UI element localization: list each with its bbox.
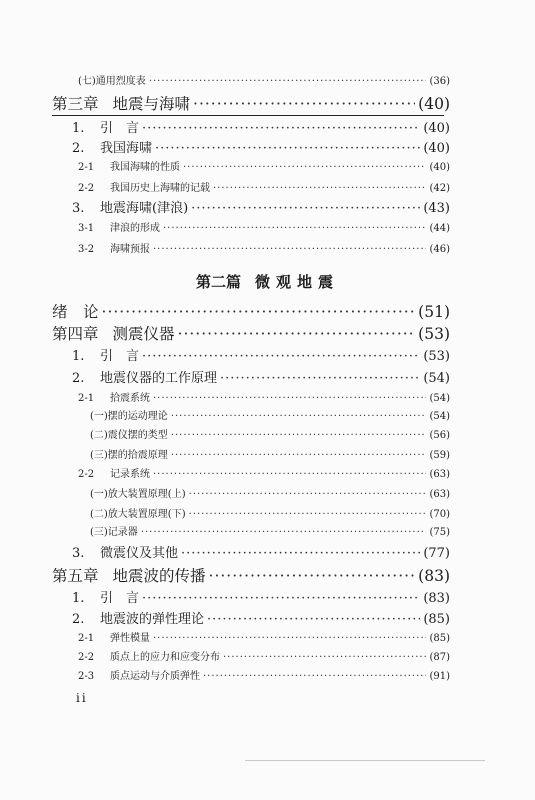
toc-section	[72, 608, 450, 627]
toc-entry	[78, 72, 450, 87]
toc-subsection	[78, 158, 450, 173]
subsection-title: 质点上的应力和应变分布	[110, 652, 220, 663]
toc-entry-page: (85)	[429, 633, 450, 644]
toc-entry-page: (54)	[423, 371, 450, 386]
toc-leader	[171, 430, 427, 441]
toc-entry-page: (91)	[429, 671, 450, 682]
toc-section	[72, 345, 450, 364]
subsection-title: 弹性模量	[110, 633, 150, 644]
toc-section	[72, 367, 450, 386]
toc-leader	[203, 671, 426, 682]
toc-section	[72, 587, 450, 606]
toc-entry	[90, 505, 450, 520]
toc-chapter	[52, 300, 450, 322]
toc-entry-page: (54)	[429, 411, 450, 422]
toc-entry-page: (83)	[423, 591, 450, 606]
toc-entry-page: (43)	[423, 201, 450, 216]
toc-leader	[153, 633, 426, 644]
toc-leader	[142, 349, 420, 364]
subsection-title: 我国海啸的性质	[110, 162, 180, 173]
toc-leader	[181, 546, 420, 561]
toc-leader	[142, 121, 420, 136]
toc-subsection	[78, 179, 450, 194]
toc-subsection	[78, 648, 450, 663]
toc-entry-text: (一)摆的运动理论	[90, 411, 168, 422]
toc-leader	[213, 183, 426, 194]
toc-subsection	[78, 667, 450, 682]
section-title: 地震海啸(津浪)	[100, 201, 189, 216]
toc-entry	[90, 407, 450, 422]
toc-entry	[90, 523, 450, 538]
subsection-number: 2-2	[78, 183, 95, 194]
toc-entry-page: (46)	[429, 244, 450, 255]
toc-subsection	[78, 219, 450, 234]
toc-leader	[102, 303, 416, 321]
toc-leader	[209, 567, 416, 585]
toc-entry-page: (42)	[429, 183, 450, 194]
toc-leader	[183, 162, 426, 173]
toc-entry-page: (36)	[429, 76, 450, 87]
toc-chapter	[52, 322, 450, 344]
section-number: 1.	[72, 591, 85, 606]
chapter-number: 第五章	[52, 567, 99, 585]
subsection-number: 3-1	[78, 223, 95, 234]
toc-subsection	[78, 240, 450, 255]
page-folio: ii	[76, 691, 88, 705]
header-rule	[52, 115, 444, 116]
subsection-number: 2-1	[78, 633, 95, 644]
toc-entry-text: (二)震仪摆的类型	[90, 430, 168, 441]
part-heading	[0, 271, 535, 292]
chapter-number: 第四章	[52, 325, 99, 343]
toc-leader	[149, 76, 427, 87]
toc-section	[72, 117, 450, 136]
toc-chapter	[52, 564, 450, 586]
toc-entry-text: (三)记录器	[90, 527, 138, 538]
toc-entry	[90, 446, 450, 461]
toc-entry-page: (40)	[423, 121, 450, 136]
toc-entry-page: (59)	[429, 450, 450, 461]
toc-leader	[153, 244, 426, 255]
toc-entry-page: (70)	[429, 509, 450, 520]
toc-entry-page: (77)	[423, 546, 450, 561]
toc-leader	[207, 612, 420, 627]
chapter-title: 测震仪器	[112, 325, 175, 343]
section-title: 引 言	[100, 591, 140, 606]
toc-entry-page: (63)	[429, 469, 450, 480]
toc-leader	[171, 411, 427, 422]
toc-leader	[142, 591, 420, 606]
toc-subsection	[78, 629, 450, 644]
section-title: 微震仪及其他	[100, 546, 179, 561]
toc-entry-page: (44)	[429, 223, 450, 234]
subsection-title: 海啸预报	[110, 244, 150, 255]
toc-entry-page: (75)	[429, 527, 450, 538]
toc-entry-page: (85)	[423, 612, 450, 627]
toc-leader	[191, 201, 420, 216]
toc-entry-page: (83)	[418, 567, 450, 585]
toc-entry-text: (七)通用烈度表	[78, 76, 146, 87]
toc-chapter	[52, 92, 450, 114]
toc-entry	[90, 426, 450, 441]
toc-subsection	[78, 465, 450, 480]
toc-entry	[90, 485, 450, 500]
toc-leader	[155, 141, 420, 156]
chapter-title: 地震波的传播	[112, 567, 206, 585]
section-title: 我国海啸	[100, 141, 153, 156]
toc-entry-page: (53)	[418, 325, 450, 343]
toc-leader	[153, 469, 426, 480]
chapter-title: 地震与海啸	[112, 95, 191, 113]
section-number: 3.	[72, 201, 85, 216]
toc-entry-page: (40)	[418, 95, 450, 113]
section-number: 2.	[72, 371, 85, 386]
toc-leader	[189, 489, 427, 500]
subsection-number: 2-2	[78, 469, 95, 480]
chapter-number: 第三章	[52, 95, 99, 113]
toc-entry-page: (40)	[429, 162, 450, 173]
subsection-number: 2-1	[78, 162, 95, 173]
toc-leader	[153, 393, 426, 404]
toc-entry-page: (63)	[429, 489, 450, 500]
subsection-number: 3-2	[78, 244, 95, 255]
toc-entry-text: (三)摆的拾震原理	[90, 450, 168, 461]
toc-section	[72, 197, 450, 216]
toc-entry-text: (一)放大装置原理(上)	[90, 489, 186, 500]
part-number: 第二篇	[195, 273, 241, 291]
scan-artifact-line	[245, 760, 485, 761]
toc-leader	[220, 371, 420, 386]
section-number: 1.	[72, 121, 85, 136]
toc-leader	[178, 325, 416, 343]
section-title: 地震波的弹性理论	[100, 612, 205, 627]
toc-leader	[223, 652, 426, 663]
toc-leader	[189, 509, 427, 520]
section-title: 引 言	[100, 349, 140, 364]
toc-subsection	[78, 389, 450, 404]
chapter-title: 绪 论	[52, 303, 99, 321]
part-title: 微观地震	[255, 273, 340, 291]
toc-leader	[193, 95, 415, 113]
toc-leader	[171, 450, 427, 461]
toc-leader	[141, 527, 427, 538]
section-number: 2.	[72, 612, 85, 627]
subsection-number: 2-1	[78, 393, 95, 404]
toc-entry-page: (54)	[429, 393, 450, 404]
toc-entry-page: (53)	[423, 349, 450, 364]
subsection-title: 我国历史上海啸的记载	[110, 183, 210, 194]
subsection-title: 质点运动与介质弹性	[110, 671, 200, 682]
subsection-title: 津浪的形成	[110, 223, 160, 234]
toc-leader	[163, 223, 426, 234]
subsection-title: 记录系统	[110, 469, 150, 480]
section-title: 地震仪器的工作原理	[100, 371, 218, 386]
subsection-number: 2-2	[78, 652, 95, 663]
section-number: 2.	[72, 141, 85, 156]
toc-entry-page: (87)	[429, 652, 450, 663]
toc-section	[72, 137, 450, 156]
section-number: 1.	[72, 349, 85, 364]
toc-entry-page: (40)	[423, 141, 450, 156]
section-number: 3.	[72, 546, 85, 561]
toc-entry-page: (51)	[418, 303, 450, 321]
subsection-number: 2-3	[78, 671, 95, 682]
toc-entry-text: (二)放大装置原理(下)	[90, 509, 186, 520]
toc-section	[72, 542, 450, 561]
toc-entry-page: (56)	[429, 430, 450, 441]
subsection-title: 拾震系统	[110, 393, 150, 404]
section-title: 引 言	[100, 121, 140, 136]
